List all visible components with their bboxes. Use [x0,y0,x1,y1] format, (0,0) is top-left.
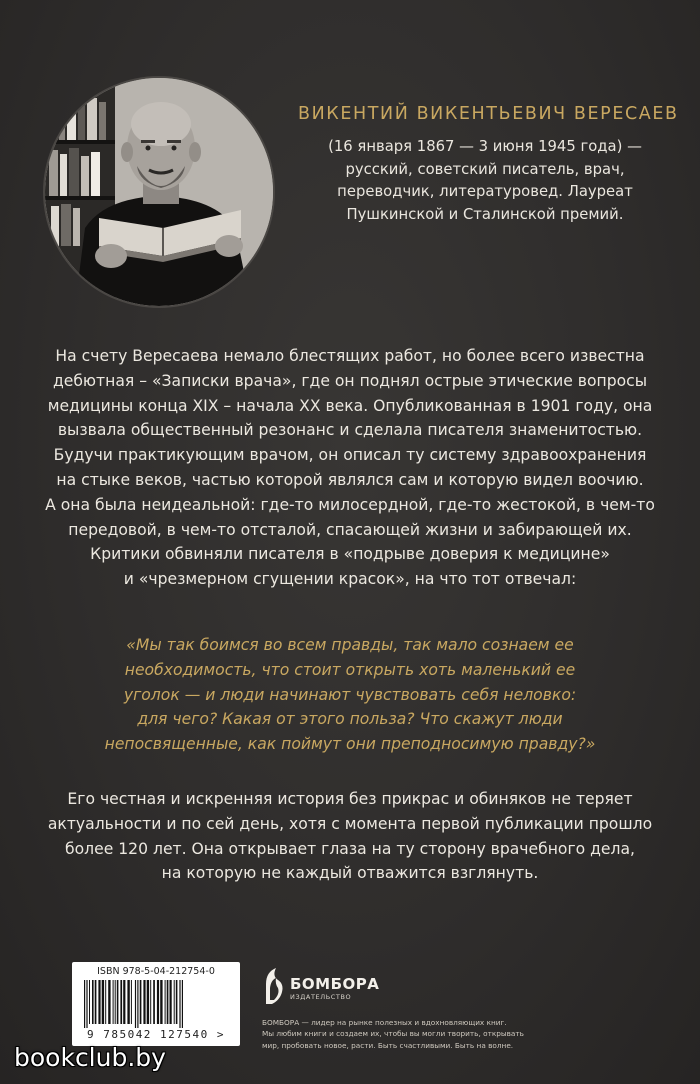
closing-line: более 120 лет. Она открывает глаза на ту сторону врачебного дела, [64,839,636,858]
author-bio [290,136,680,226]
author-bio-line: переводчик, литературовед. Лауреат [337,183,633,200]
publisher-name: БОМБОРА [290,975,380,993]
tagline-line: Мы любим книги и создаем их, чтобы вы могли творить, открывать [262,1029,524,1039]
quote-line: «Мы так боимся во всем правды, так мало сознаем ее [126,636,574,654]
quote-line: необходимость, что стоит открыть хоть маленький ее [124,660,576,679]
description-line: Будучи практикующим врачом, он описал ту систему здравоохранения [53,446,647,465]
quote-line: непосвященные, как поймут они преподносимую правду?» [104,735,596,754]
tagline-line: мир, пробовать новое, расти. Быть счастливыми. Быть на волне. [262,1040,514,1050]
closing-line: на которую не каждый отважится взглянуть. [161,864,539,883]
description-line: На счету Вересаева немало блестящих работ, но более всего известна [55,347,645,365]
publisher-tagline [262,1017,682,1051]
isbn-text: ISBN 978-5-04-212754-0 [97,966,215,977]
description-line: А она была неидеальной: где-то милосердной, где-то жестокой, в чем-то [45,495,655,514]
publisher-subtitle: ИЗДАТЕЛЬСТВО [290,993,352,1001]
author-name: ВИКЕНТИЙ ВИКЕНТЬЕВИЧ ВЕРЕСАЕВ [298,104,679,124]
quote-line: уголок — и люди начинают чувствовать себя неловко: [123,685,577,704]
description-line: передовой, в чем-то отсталой, спасающей жизни и забирающей их. [68,520,632,539]
site-watermark: bookclub.by [14,1043,166,1072]
author-portrait [45,78,273,306]
tagline-line: БОМБОРА — лидер на рынке полезных и вдохновляющих книг. [262,1018,507,1027]
barcode-block [72,962,240,1046]
description-line: на стыке веков, частью которой являлся сам и которую видел воочию. [56,470,644,489]
bombora-wave-icon [262,966,286,1006]
description-line: и «чрезмерном сгущении красок», на что тот отвечал: [123,570,577,589]
closing-line: актуальности и по сей день, хотя с момента первой публикации прошло [47,814,653,833]
author-quote [44,633,656,757]
description-line: дебютная – «Записки врача», где он поднял острые этические вопросы [52,371,648,390]
barcode-icon [82,980,230,1028]
author-bio-line: (16 января 1867 — 3 июня 1945 года) — [328,138,642,155]
author-bio-line: Пушкинской и Сталинской премий. [346,205,624,223]
description-line: Критики обвиняли писателя в «подрыве доверия к медицине» [90,545,610,564]
barcode-number: 9 785042 127540 > [86,1028,226,1041]
quote-line: для чего? Какая от этого польза? Что скажут люди [137,710,563,729]
author-photo-illustration [45,78,273,306]
author-bio-line: русский, советский писатель, врач, [345,160,625,178]
book-description [36,344,664,592]
description-line: медицины конца XIX – начала XX века. Опубликованная в 1901 году, она [47,396,653,415]
closing-paragraph [36,787,664,886]
description-line: вызвала общественный резонанс и сделала писателя знаменитостью. [57,421,643,440]
closing-line: Его честная и искренняя история без прикрас и обиняков не теряет [67,790,633,808]
